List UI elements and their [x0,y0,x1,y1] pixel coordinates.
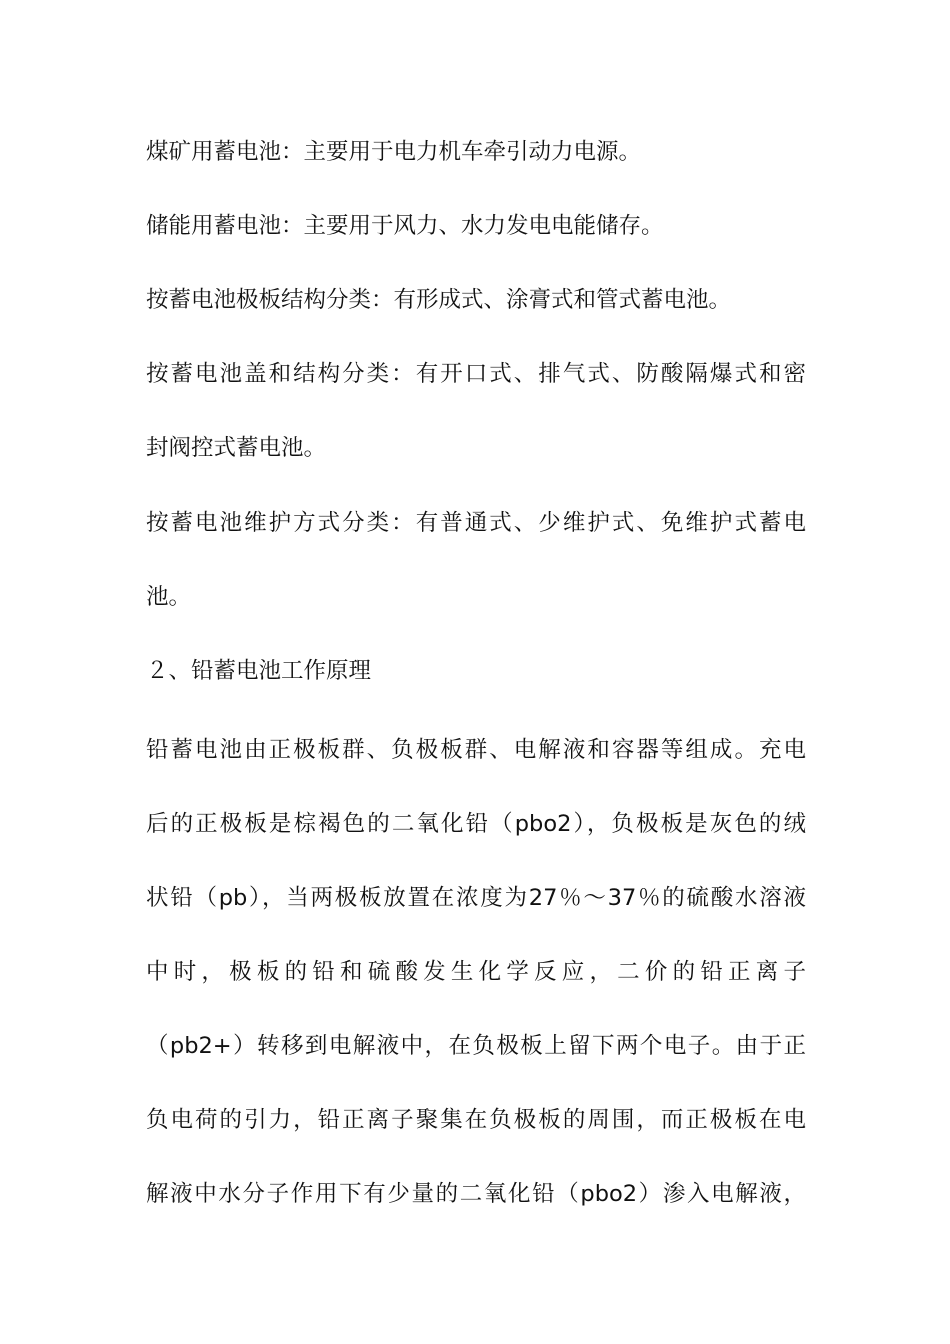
text-line-12: 中时，极板的铅和硫酸发生化学反应，二价的铅正离子 [146,959,806,985]
text-line-1: 煤矿用蓄电池：主要用于电力机车牵引动力电源。 [146,139,642,165]
text-line-15: 解液中水分子作用下有少量的二氧化铅（pbo2）渗入电解液， [146,1181,806,1207]
text-line-2: 储能用蓄电池：主要用于风力、水力发电电能储存。 [146,213,664,239]
text-line-10: 后的正极板是棕褐色的二氧化铅（pbo2），负极板是灰色的绒 [146,811,806,837]
text-line-13: （pb2+）转移到电解液中，在负极板上留下两个电子。由于正 [146,1033,806,1059]
text-line-4: 按蓄电池盖和结构分类：有开口式、排气式、防酸隔爆式和密 [146,361,806,387]
text-line-3: 按蓄电池极板结构分类：有形成式、涂膏式和管式蓄电池。 [146,287,732,313]
text-line-6: 按蓄电池维护方式分类：有普通式、少维护式、免维护式蓄电 [146,510,806,536]
text-line-7: 池。 [146,584,192,610]
text-line-5: 封阀控式蓄电池。 [146,435,327,461]
text-line-9: 铅蓄电池由正极板群、负极板群、电解液和容器等组成。充电 [146,737,806,763]
text-line-11: 状铅（pb），当两极板放置在浓度为27％～37％的硫酸水溶液 [146,885,806,911]
text-line-14: 负电荷的引力，铅正离子聚集在负极板的周围，而正极板在电 [146,1107,806,1133]
section-heading: ２、铅蓄电池工作原理 [146,658,372,684]
